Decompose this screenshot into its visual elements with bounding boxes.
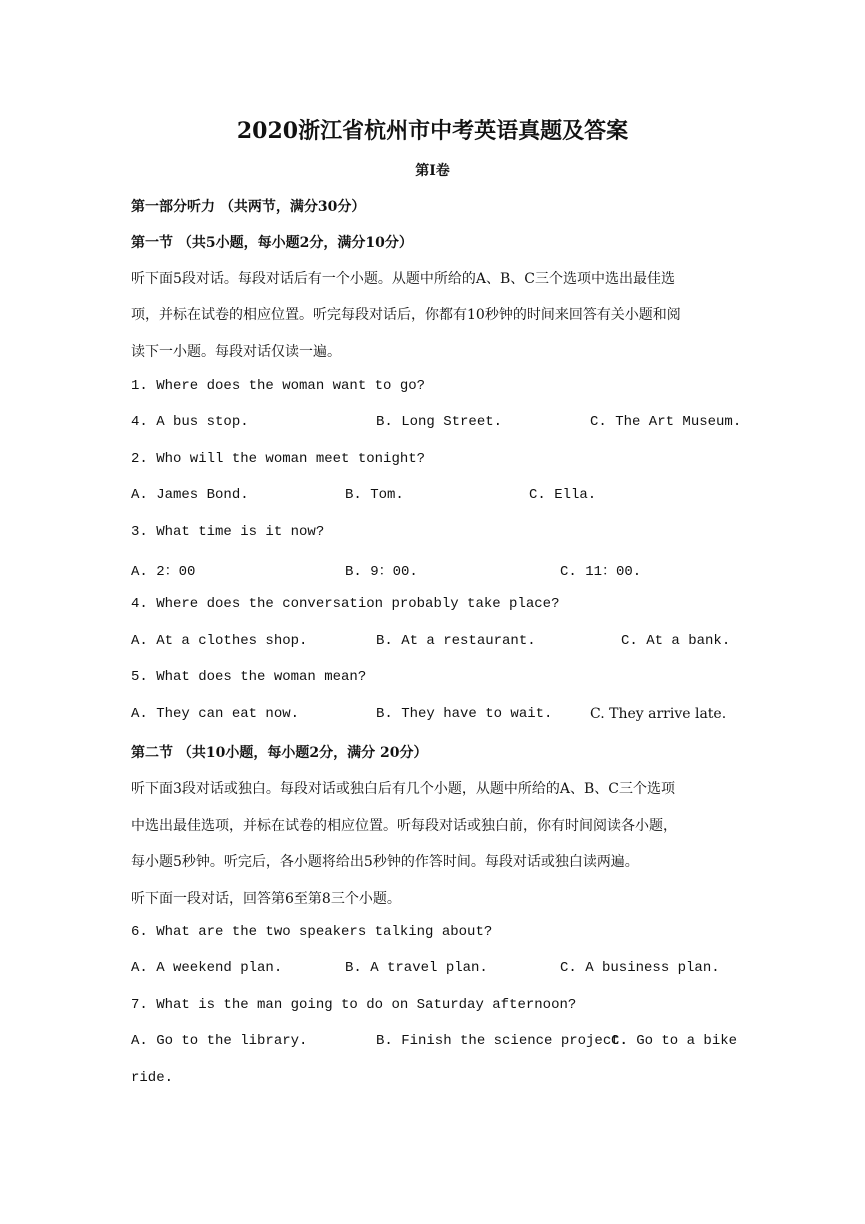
- q5-option-c: C. They arrive late.: [590, 706, 727, 722]
- part1-heading: 第一部分听力 （共两节，满分30分）: [131, 199, 366, 215]
- q3-option-a: A. 2：00: [131, 564, 196, 580]
- section2-instruction-line: 每小题5秒钟。听完后，各小题将给出5秒钟的作答时间。每段对话或独白读两遍。: [131, 854, 639, 870]
- question-1: 1. Where does the woman want to go?: [131, 378, 426, 394]
- section1-instruction-line: 项，并标在试卷的相应位置。听完每段对话后，你都有10秒钟的时间来回答有关小题和阅: [131, 307, 681, 323]
- question-5: 5. What does the woman mean?: [131, 669, 367, 685]
- q2-option-c: C. Ella.: [529, 487, 597, 503]
- page-title: 2020浙江省杭州市中考英语真题及答案: [236, 118, 629, 144]
- section1-instruction-line: 听下面5段对话。每段对话后有一个小题。从题中所给的A、B、C三个选项中选出最佳选: [131, 271, 676, 287]
- q1-option-b: B. Long Street.: [376, 414, 503, 430]
- question-6: 6. What are the two speakers talking about?: [131, 924, 493, 940]
- question-7: 7. What is the man going to do on Saturday afternoon?: [131, 997, 577, 1013]
- q4-option-c: C. At a bank.: [621, 633, 731, 649]
- q5-option-b: B. They have to wait.: [376, 706, 553, 722]
- q1-option-c: C. The Art Museum.: [590, 414, 742, 430]
- dialogue-intro: 听下面一段对话，回答第6至第8三个小题。: [131, 891, 401, 907]
- q4-option-a: A. At a clothes shop.: [131, 633, 308, 649]
- q6-option-c: C. A business plan.: [560, 960, 720, 976]
- section1-heading: 第一节 （共5小题，每小题2分，满分10分）: [131, 235, 413, 251]
- q7-option-b: B. Finish the science project.: [376, 1033, 629, 1049]
- section2-instruction-line: 听下面3段对话或独白。每段对话或独白后有几个小题，从题中所给的A、B、C三个选项: [131, 781, 676, 797]
- q6-option-a: A. A weekend plan.: [131, 960, 283, 976]
- q7-option-c-continued: ride.: [131, 1070, 174, 1086]
- q3-option-b: B. 9：00.: [345, 564, 418, 580]
- section2-instruction-line: 中选出最佳选项，并标在试卷的相应位置。听每段对话或独白前，你有时间阅读各小题，: [131, 818, 677, 834]
- q6-option-b: B. A travel plan.: [345, 960, 488, 976]
- q5-option-a: A. They can eat now.: [131, 706, 300, 722]
- section2-heading: 第二节 （共10小题，每小题2分，满分 20分）: [131, 745, 428, 761]
- volume-label: 第I卷: [415, 163, 450, 179]
- section1-instruction-line: 读下一小题。每段对话仅读一遍。: [131, 344, 341, 360]
- q7-option-a: A. Go to the library.: [131, 1033, 308, 1049]
- q3-option-c: C. 11：00.: [560, 564, 642, 580]
- q4-option-b: B. At a restaurant.: [376, 633, 536, 649]
- q2-option-a: A. James Bond.: [131, 487, 249, 503]
- q2-option-b: B. Tom.: [345, 487, 404, 503]
- question-2: 2. Who will the woman meet tonight?: [131, 451, 426, 467]
- question-3: 3. What time is it now?: [131, 524, 325, 540]
- question-4: 4. Where does the conversation probably take place?: [131, 596, 560, 612]
- q1-option-a: 4. A bus stop.: [131, 414, 249, 430]
- q7-option-c: C. Go to a bike: [611, 1033, 738, 1049]
